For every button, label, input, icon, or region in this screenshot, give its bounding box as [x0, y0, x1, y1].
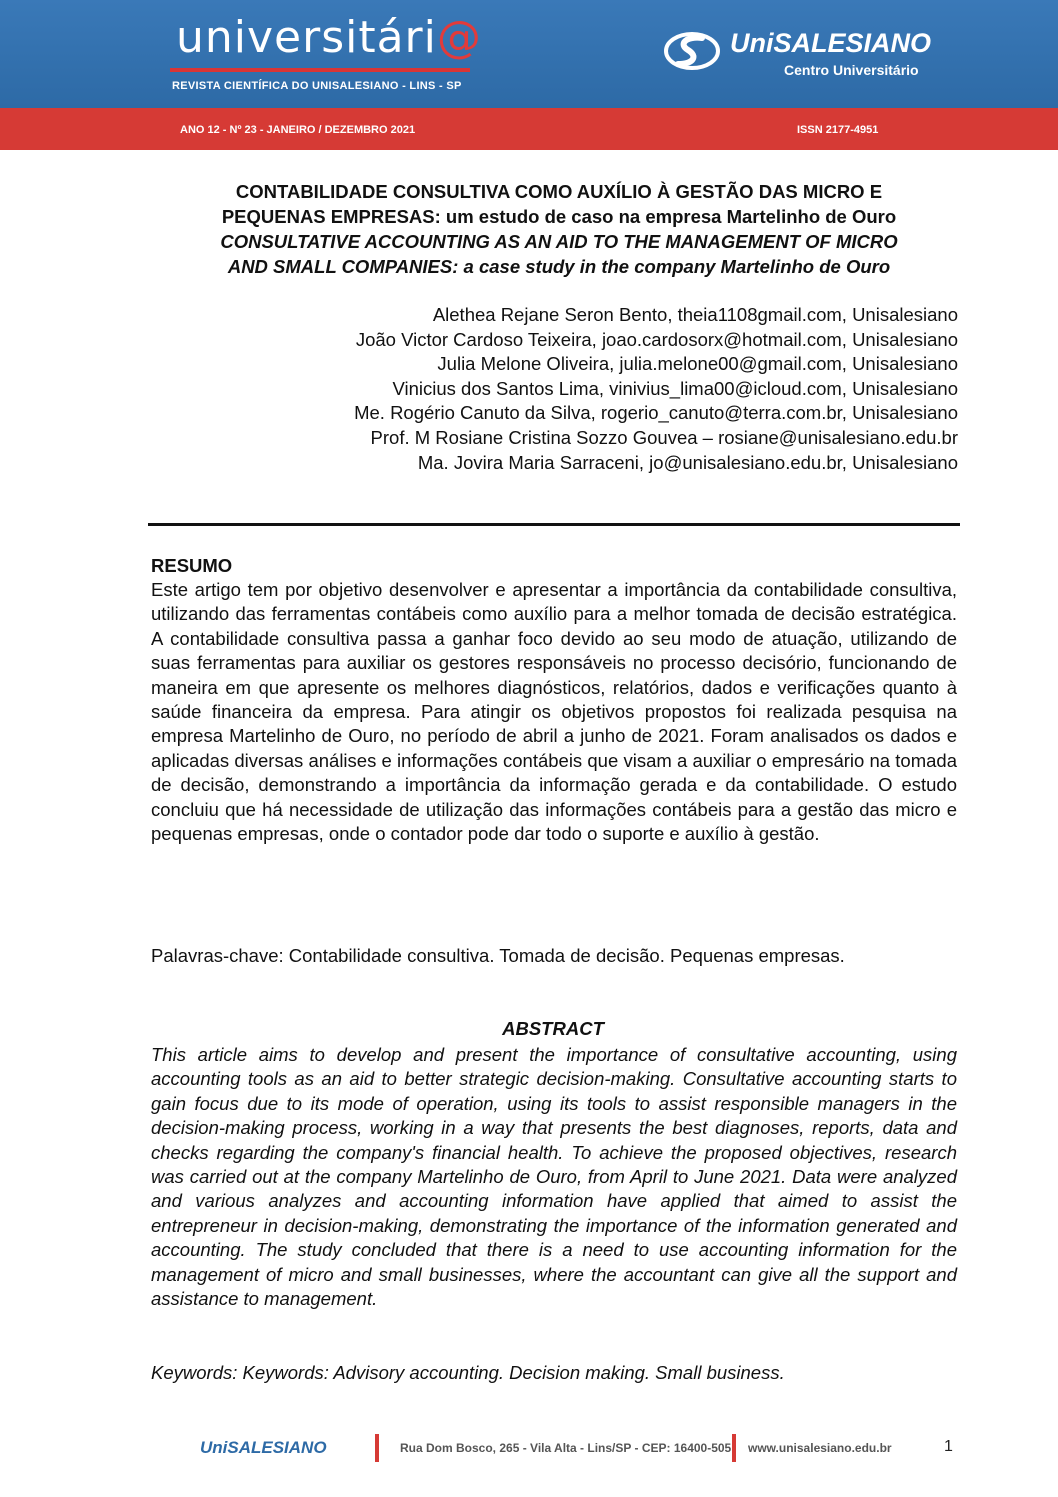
title-en-line-1: CONSULTATIVE ACCOUNTING AS AN AID TO THE MANAGEMENT OF MICRO	[220, 231, 898, 252]
resumo-heading: RESUMO	[151, 555, 233, 576]
unisalesiano-logo-icon	[664, 28, 724, 74]
section-divider	[148, 523, 960, 526]
title-pt-line-1: CONTABILIDADE CONSULTIVA COMO AUXÍLIO À GESTÃO DAS MICRO E	[235, 181, 883, 202]
journal-logo-wordmark: universitári@	[176, 12, 482, 63]
author-line: João Victor Cardoso Teixeira, joao.cardosorx@hotmail.com, Unisalesiano	[355, 328, 958, 350]
author-line: Me. Rogério Canuto da Silva, rogerio_canuto@terra.com.br, Unisalesiano	[354, 402, 958, 424]
resumo-text: Este artigo tem por objetivo desenvolver e apresentar a importância da contabilidade consultiva, utilizando das ferramentas contábeis como auxílio para a melhor tomada de decisão estratégica. A contabilidade consultiva passa a ganhar foco devido ao seu modo de atuação, utilizando de suas ferramentas para auxiliar os gestores responsáveis no processo decisório, funcionando de maneira em que apresente os melhores diagnósticos, relatórios, dados e verificações quanto à saúde financeira da empresa. Para atingir os objetivos propostos foi realizada pesquisa na empresa Martelinho de Ouro, no período de abril a junho de 2021. Foram analisados os dados e aplicadas diversas análises e informações contábeis que visam a auxiliar o empresário na tomada de decisão, demonstrando a importância da informação gerada e da contabilidade. O estudo concluiu que há necessidade de utilização das informações contábeis para a gestão das micro e pequenas empresas, onde o contador pode dar todo o suporte e auxílio à gestão.	[151, 579, 957, 845]
footer-brand: UniSALESIANO	[200, 1438, 327, 1457]
issue-info-bar	[0, 108, 1058, 150]
author-line: Julia Melone Oliveira, julia.melone00@gmail.com, Unisalesiano	[437, 353, 958, 375]
journal-subtitle: REVISTA CIENTÍFICA DO UNISALESIANO - LINS - SP	[172, 80, 462, 92]
author-list	[118, 303, 958, 475]
title-en-line-2: AND SMALL COMPANIES: a case study in the company Martelinho de Ouro	[227, 256, 891, 277]
footer-address: Rua Dom Bosco, 265 - Vila Alta - Lins/SP - CEP: 16400-505	[400, 1441, 732, 1455]
title-pt-line-2: PEQUENAS EMPRESAS: um estudo de caso na empresa Martelinho de Ouro	[221, 206, 897, 227]
issn-number: ISSN 2177-4951	[797, 124, 879, 136]
issue-info: ANO 12 - Nº 23 - JANEIRO / DEZEMBRO 2021	[180, 124, 416, 136]
abstract-heading: ABSTRACT	[502, 1018, 604, 1039]
institution-name: UniSALESIANO	[730, 28, 932, 58]
journal-logo-underline	[170, 68, 470, 72]
keywords-en: Keywords: Keywords: Advisory accounting. Decision making. Small business.	[151, 1362, 785, 1383]
article-title	[140, 179, 978, 279]
abstract-text: This article aims to develop and present the importance of consultative accounting, using accounting tools as an aid to better strategic decision-making. Consultative accounting starts to gain focus due to its mode of operation, using its tools to assist responsible managers in the decision-making process, working in a way that presents the best diagnoses, reports, data and checks regarding the company's financial health. To achieve the proposed objectives, research was carried out at the company Martelinho de Ouro, from April to June 2021. Data were analyzed and various analyzes and accounting information have applied that aimed to assist the entrepreneur in decision-making, demonstrating the importance of the information generated and accounting. The study concluded that there is a need to use accounting information for the management of micro and small businesses, where the accountant can give all the support and assistance to management.	[151, 1044, 957, 1310]
author-line: Alethea Rejane Seron Bento, theia1108gmail.com, Unisalesiano	[432, 304, 958, 325]
author-line: Vinicius dos Santos Lima, vinivius_lima00@icloud.com, Unisalesiano	[392, 377, 958, 399]
palavras-chave: Palavras-chave: Contabilidade consultiva. Tomada de decisão. Pequenas empresas.	[151, 945, 845, 966]
author-line: Ma. Jovira Maria Sarraceni, jo@unisalesiano.edu.br, Unisalesiano	[417, 451, 958, 473]
institution-subtitle: Centro Universitário	[784, 62, 919, 78]
page-number: 1	[944, 1438, 953, 1455]
author-line: Prof. M Rosiane Cristina Sozzo Gouvea – rosiane@unisalesiano.edu.br	[370, 426, 958, 448]
footer-separator	[732, 1434, 736, 1462]
footer-website: www.unisalesiano.edu.br	[748, 1441, 892, 1455]
footer-separator	[375, 1434, 379, 1462]
